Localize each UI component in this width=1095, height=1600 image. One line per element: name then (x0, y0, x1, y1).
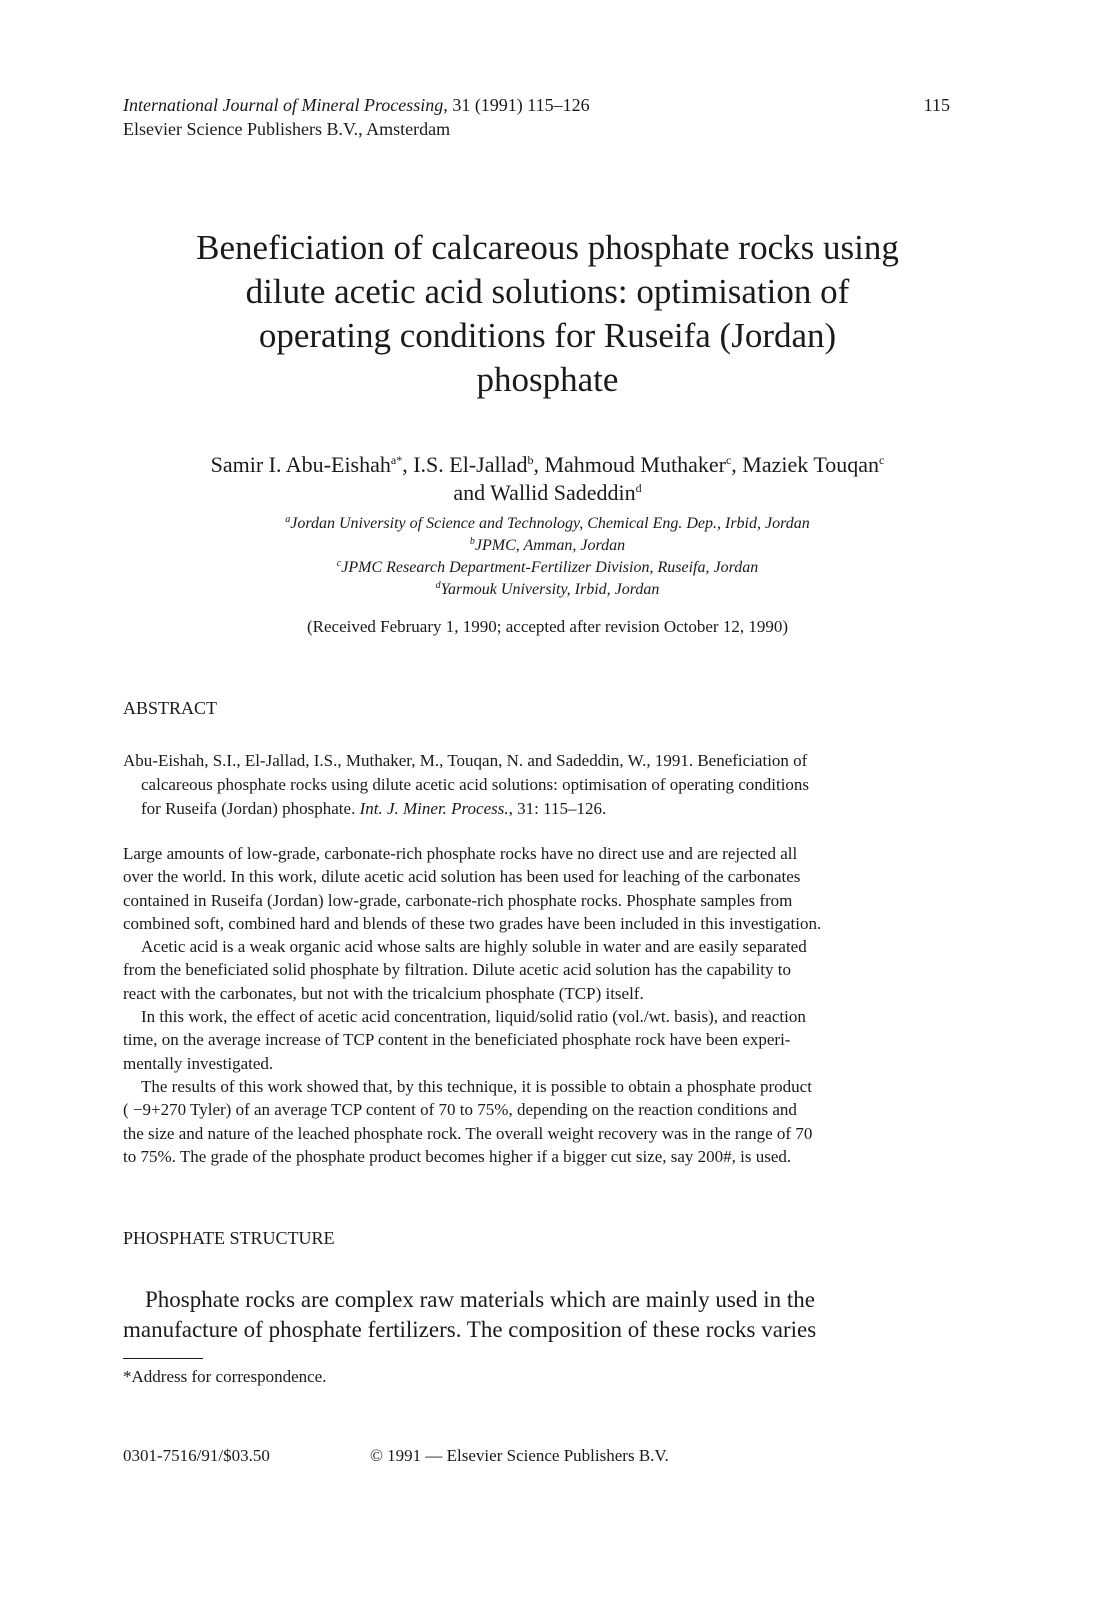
author-affiliation-mark: b (527, 453, 534, 467)
author-name: , Maziek Touqan (731, 452, 880, 477)
abstract-body (123, 842, 948, 1168)
abstract-line: contained in Ruseifa (Jordan) low-grade, carbonate-rich phosphate rocks. Phosphate samples from (123, 890, 793, 910)
citation-text: for Ruseifa (Jordan) phosphate. (141, 799, 360, 818)
abstract-line: Large amounts of low-grade, carbonate-rich phosphate rocks have no direct use and are rejected all (123, 844, 798, 863)
affiliation-mark: a (285, 514, 291, 525)
title-line: operating conditions for Ruseifa (Jordan) (258, 316, 837, 355)
abstract-line: combined soft, combined hard and blends of these two grades have been included in this investigation. (123, 913, 822, 933)
abstract-heading: ABSTRACT (123, 698, 218, 718)
journal-volume-pages: 31 (1991) 115–126 (447, 95, 590, 115)
abstract-line: Acetic acid is a weak organic acid whose salts are highly soluble in water and are easily separated (141, 937, 807, 957)
received-dates: (Received February 1, 1990; accepted after revision October 12, 1990) (306, 617, 788, 636)
abstract-line: react with the carbonates, but not with the tricalcium phosphate (TCP) itself. (123, 983, 644, 1003)
affiliation-mark: c (336, 558, 342, 569)
author-name: , I.S. El-Jallad (402, 452, 528, 477)
journal-name: International Journal of Mineral Processing, (123, 95, 448, 115)
title-line: phosphate (476, 360, 619, 399)
body-paragraph (123, 1285, 948, 1345)
citation-journal: Int. J. Miner. Process. (359, 799, 509, 818)
affiliation-item (110, 557, 985, 579)
section-heading: PHOSPHATE STRUCTURE (123, 1228, 335, 1248)
author-line (110, 479, 985, 507)
author-affiliation-mark: c (725, 453, 732, 467)
abstract-line: The results of this work showed that, by this technique, it is possible to obtain a phosphate product (141, 1076, 812, 1096)
title-line: dilute acetic acid solutions: optimisation of (245, 272, 850, 311)
citation-line: Abu-Eishah, S.I., El-Jallad, I.S., Muthaker, M., Touqan, N. and Sadeddin, W., 1991. Beneficiation of (123, 751, 808, 770)
abstract-line: over the world. In this work, dilute acetic acid solution has been used for leaching of the carbonates (123, 867, 801, 887)
author-name: , Mahmoud Muthaker (533, 452, 726, 477)
publisher-line: Elsevier Science Publishers B.V., Amsterdam (123, 119, 451, 139)
affiliation-text: JPMC Research Department-Fertilizer Division, Ruseifa, Jordan (341, 559, 759, 576)
body-line: Phosphate rocks are complex raw materials which are mainly used in the (145, 1287, 815, 1312)
citation-line: calcareous phosphate rocks using dilute acetic acid solutions: optimisation of operating conditions (141, 775, 810, 794)
affiliation-text: JPMC, Amman, Jordan (474, 537, 626, 554)
author-affiliation-mark: a* (390, 453, 403, 467)
footnote: *Address for correspondence. (123, 1367, 327, 1386)
abstract-line: the size and nature of the leached phosphate rock. The overall weight recovery was in the range of 70 (123, 1123, 813, 1143)
abstract-line: to 75%. The grade of the phosphate product becomes higher if a bigger cut size, say 200#, is used. (123, 1146, 792, 1166)
abstract-line: mentally investigated. (123, 1053, 274, 1073)
author-affiliation-mark: d (635, 481, 642, 495)
affiliation-mark: b (469, 536, 475, 547)
issn-price: 0301-7516/91/$03.50 (123, 1446, 270, 1465)
affiliation-text: Yarmouk University, Irbid, Jordan (440, 581, 660, 598)
affiliation-list (110, 513, 985, 601)
affiliation-item (110, 579, 985, 601)
affiliation-mark: d (435, 580, 441, 591)
page-number: 115 (923, 95, 950, 115)
affiliation-item (110, 513, 985, 535)
abstract-line: ( −9+270 Tyler) of an average TCP content of 70 to 75%, depending on the reaction conditions and (123, 1100, 797, 1120)
abstract-line: time, on the average increase of TCP content in the beneficiated phosphate rock have been experi- (123, 1030, 791, 1050)
affiliation-item (110, 535, 985, 557)
author-name: Samir I. Abu-Eishah (210, 452, 391, 477)
paper-title (110, 226, 985, 402)
body-line: manufacture of phosphate fertilizers. The composition of these rocks varies (123, 1317, 817, 1342)
footnote-divider (123, 1358, 203, 1359)
abstract-citation (123, 749, 948, 821)
author-line (110, 451, 985, 479)
copyright-notice: © 1991 — Elsevier Science Publishers B.V. (370, 1446, 669, 1465)
author-name: and Wallid Sadeddin (453, 480, 636, 505)
journal-citation-line (123, 95, 590, 116)
affiliation-text: Jordan University of Science and Technology, Chemical Eng. Dep., Irbid, Jordan (290, 515, 810, 532)
author-list (110, 451, 985, 507)
title-line: Beneficiation of calcareous phosphate rocks using (196, 228, 899, 267)
citation-line (123, 797, 948, 821)
citation-text: , 31: 115–126. (508, 799, 607, 818)
abstract-line: In this work, the effect of acetic acid concentration, liquid/solid ratio (vol./wt. basis), and reaction (141, 1007, 806, 1027)
abstract-line: from the beneficiated solid phosphate by filtration. Dilute acetic acid solution has the capability to (123, 960, 791, 980)
author-affiliation-mark: c (879, 453, 885, 467)
